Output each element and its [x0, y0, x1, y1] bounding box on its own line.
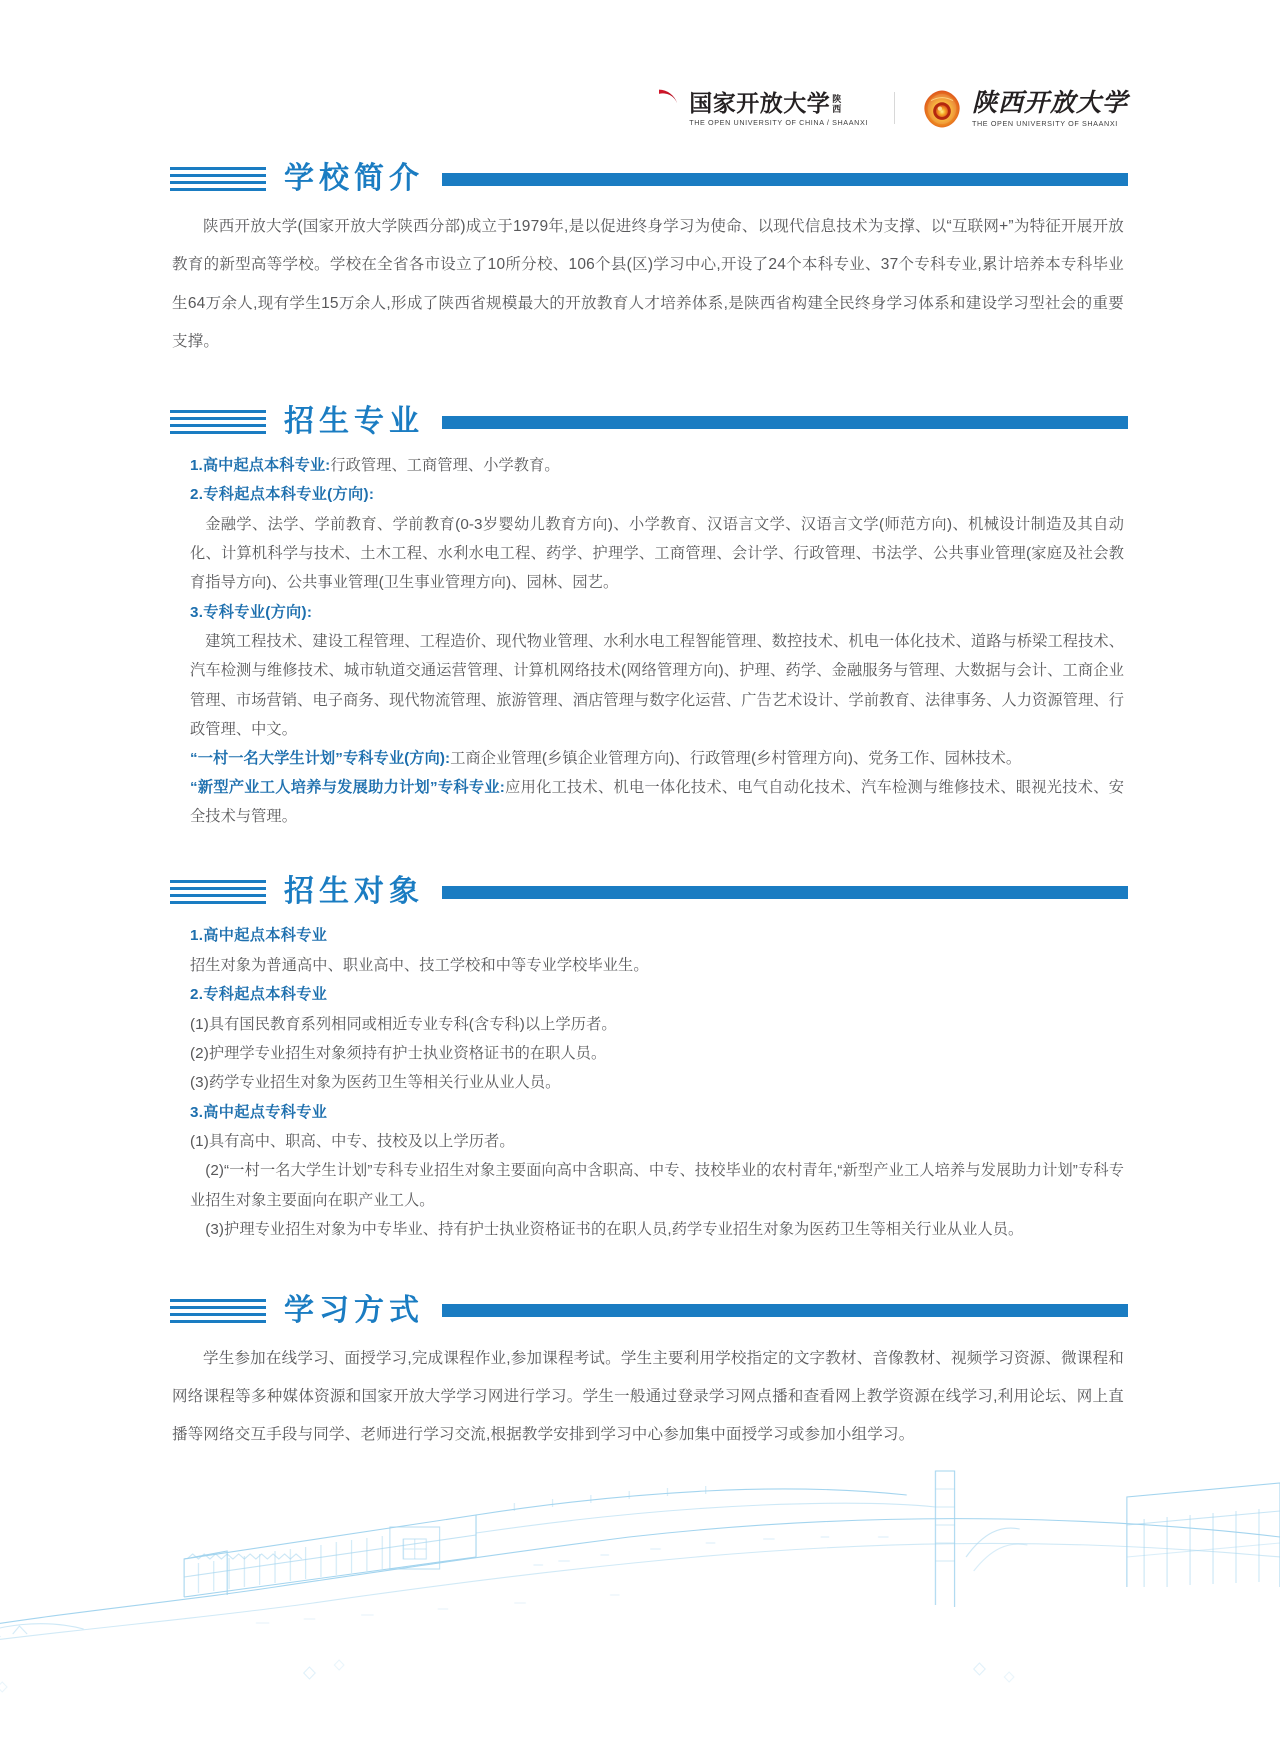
- target-group-2-line-1: (1)具有国民教育系列相同或相近专业专科(含专科)以上学历者。: [190, 1015, 617, 1033]
- section-rule-bar: [442, 886, 1128, 899]
- ouc-logo-text: [689, 89, 868, 128]
- target-group-2-line-3: (3)药学专业招生对象为医药卫生等相关行业从业人员。: [190, 1074, 561, 1092]
- ouc-en-name: THE OPEN UNIVERSITY OF CHINA / SHAANXI: [689, 118, 868, 128]
- major-item-4: [172, 744, 1124, 773]
- major-item-5-text: 应用化工技术、机电一体化技术、电气自动化技术、汽车检测与维修技术、眼视光技术、安全技术与管理。: [190, 779, 1124, 826]
- major-item-3-label: 3.专科专业(方向):: [190, 603, 313, 621]
- section-rule-bar: [442, 173, 1128, 186]
- target-group-2-line-2: (2)护理学专业招生对象须持有护士执业资格证书的在职人员。: [190, 1045, 607, 1063]
- brochure-page: [60, 0, 1220, 1737]
- logo-divider: [894, 92, 895, 124]
- ouc-shaanxi-seal-icon: [638, 88, 680, 130]
- campus-buildings-line-art-icon: [0, 1437, 1280, 1737]
- section-rule-bar: [442, 416, 1128, 429]
- target-group-2-head: 2.专科起点本科专业: [190, 986, 328, 1004]
- target-group-3-line-3: (3)护理专业招生对象为中专毕业、持有护士执业资格证书的在职人员,药学专业招生对象为医药卫生等相关行业从业人员。: [205, 1220, 1024, 1238]
- major-item-4-label: “一村一名大学生计划”专科专业(方向):: [190, 749, 451, 767]
- major-item-2-text: 金融学、法学、学前教育、学前教育(0-3岁婴幼儿教育方向)、小学教育、汉语言文学、汉语言文学(师范方向)、机械设计制造及其自动化、计算机科学与技术、土木工程、水利水电工程、药学、护理学、工商管理、会计学、行政管理、书法学、公共事业管理(家庭及社会教育指导方向)、公共事业管理(卫生事业管理方向)、园林、园艺。: [190, 515, 1124, 592]
- logo-open-university-of-shaanxi: [921, 88, 1128, 130]
- stripe-decoration-icon: [170, 1299, 266, 1323]
- section-header-admission-targets: [60, 877, 1220, 907]
- major-item-4-text: 工商企业管理(乡镇企业管理方向)、行政管理(乡村管理方向)、党务工作、园林技术。: [450, 749, 1022, 767]
- section-school-intro: [60, 164, 1220, 361]
- major-item-3-text: 建筑工程技术、建设工程管理、工程造价、现代物业管理、水利水电工程智能管理、数控技术、机电一体化技术、道路与桥梁工程技术、汽车检测与维修技术、城市轨道交通运营管理、计算机网络技术(网络管理方向)、护理、药学、金融服务与管理、大数据与会计、工商企业管理、市场营销、电子商务、现代物流管理、旅游管理、酒店管理与数字化运营、广告艺术设计、学前教育、法律事务、人力资源管理、行政管理、中文。: [190, 633, 1124, 738]
- stripe-decoration-icon: [170, 410, 266, 434]
- target-group-3-head: 3.高中起点专科专业: [190, 1103, 328, 1121]
- major-item-2-label: 2.专科起点本科专业(方向):: [190, 486, 375, 504]
- logo-bar: [60, 0, 1220, 130]
- section-header-study-method: [60, 1293, 1220, 1327]
- stripe-decoration-icon: [170, 880, 266, 904]
- major-item-5: [172, 773, 1124, 831]
- section-rule-bar: [442, 1304, 1128, 1317]
- sous-cn-name: 陕西开放大学: [971, 89, 1128, 117]
- section-study-method: [60, 1293, 1220, 1455]
- sous-logo-text: [972, 91, 1128, 128]
- section-title-majors: 招生专业: [284, 405, 424, 439]
- sous-en-name: THE OPEN UNIVERSITY OF SHAANXI: [971, 119, 1118, 129]
- major-item-1: [172, 451, 1124, 480]
- section-header-school-intro: [60, 164, 1220, 194]
- major-item-5-label: “新型产业工人培养与发展助力计划”专科专业:: [190, 779, 505, 797]
- ouc-cn-badge-line1: 陕: [832, 94, 842, 105]
- logo-open-university-of-china-shaanxi: [638, 88, 868, 130]
- ouc-cn-name: 国家开放大学: [689, 89, 831, 116]
- stripe-decoration-icon: [170, 167, 266, 191]
- section-title-school-intro: 学校简介: [284, 162, 424, 195]
- target-group-3-line-1: (1)具有高中、职高、中专、技校及以上学历者。: [190, 1133, 515, 1151]
- target-group-3-line-2: (2)“一村一名大学生计划”专科专业招生对象主要面向高中含职高、中专、技校毕业的农村青年,“新型产业工人培养与发展助力计划”专科专业招生对象主要面向在职产业工人。: [190, 1162, 1124, 1209]
- shaanxi-open-university-seal-icon: [921, 88, 963, 130]
- target-group-1-line-1: 招生对象为普通高中、职业高中、技工学校和中等专业学校毕业生。: [190, 957, 649, 975]
- section-title-admission-targets: 招生对象: [284, 875, 424, 909]
- study-method-paragraph: 学生参加在线学习、面授学习,完成课程作业,参加课程考试。学生主要利用学校指定的文字教材、音像教材、视频学习资源、微课程和网络课程等多种媒体资源和国家开放大学学习网进行学习。学生一般通过登录学习网点播和查看网上教学资源在线学习,利用论坛、网上直播等网络交互手段与同学、老师进行学习交流,根据教学安排到学习中心参加集中面授学习或参加小组学习。: [172, 1349, 1124, 1444]
- section-majors: [60, 407, 1220, 831]
- school-intro-paragraph: 陕西开放大学(国家开放大学陕西分部)成立于1979年,是以促进终身学习为使命、以现代信息技术为支撑、以“互联网+”为特征开展开放教育的新型高等学校。学校在全省各市设立了10所分校、106个县(区)学习中心,开设了24个本科专业、37个专科专业,累计培养本专科毕业生64万余人,现有学生15万余人,形成了陕西省规模最大的开放教育人才培养体系,是陕西省构建全民终身学习体系和建设学习型社会的重要支撑。: [172, 218, 1124, 350]
- campus-buildings-watermark: [0, 1437, 1280, 1737]
- ouc-cn-badge-line2: 西: [832, 103, 842, 114]
- section-header-majors: [60, 407, 1220, 437]
- section-title-study-method: 学习方式: [284, 1293, 424, 1327]
- target-group-1-head: 1.高中起点本科专业: [190, 927, 328, 945]
- section-admission-targets: [60, 877, 1220, 1243]
- major-item-1-label: 1.高中起点本科专业:: [190, 457, 331, 475]
- major-item-1-text: 行政管理、工商管理、小学教育。: [330, 457, 560, 475]
